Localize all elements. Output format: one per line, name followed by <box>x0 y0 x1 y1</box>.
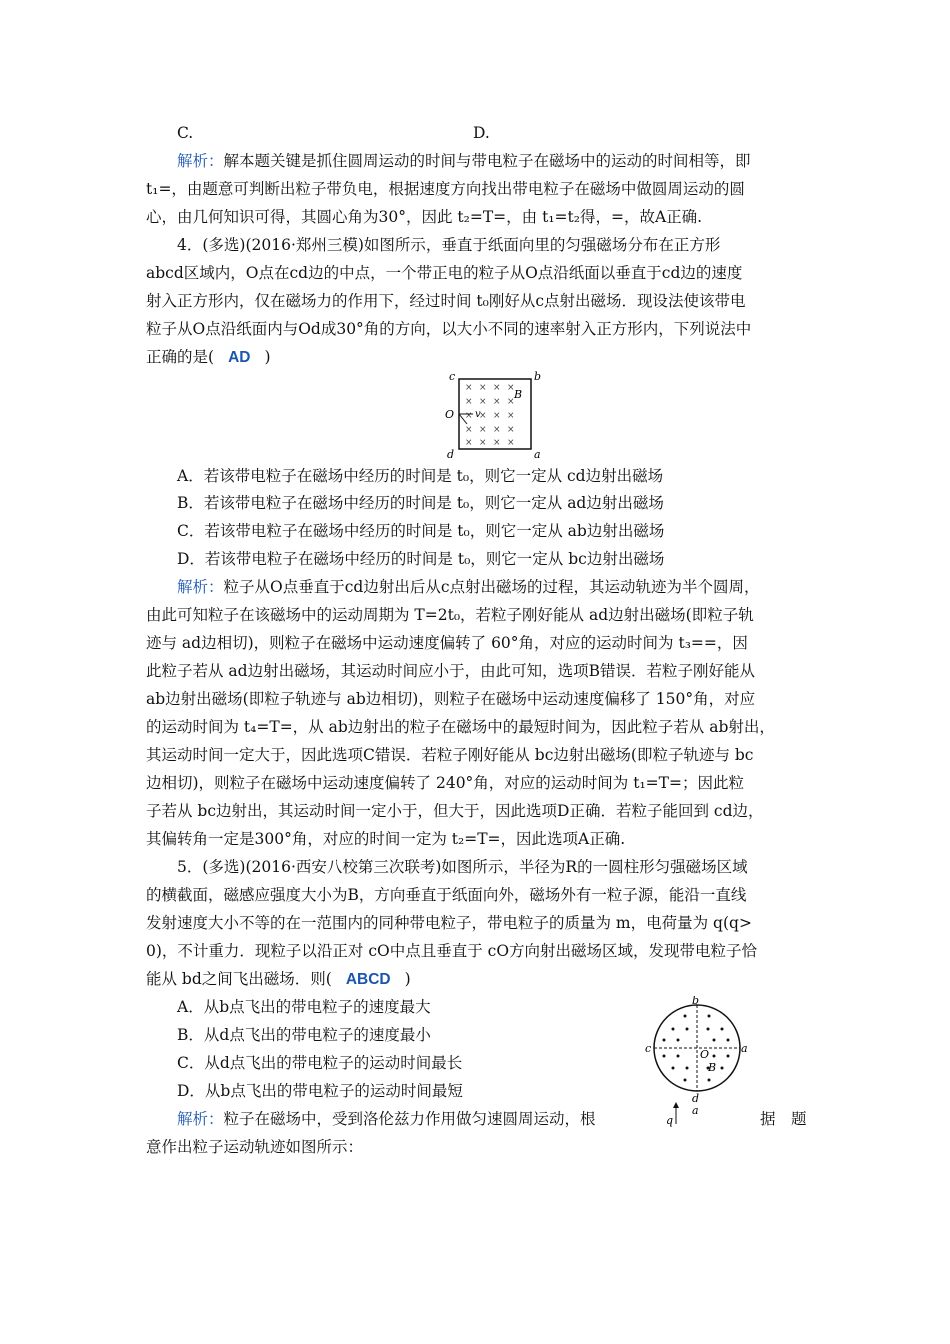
solution-label: 解析： <box>177 152 224 170</box>
q4-option-a: A．若该带电粒子在磁场中经历的时间是 t₀，则它一定从 cd边射出磁场 <box>177 467 664 485</box>
q5-answer: ABCD <box>345 971 391 988</box>
solution-2-line-9: 子若从 bc边射出，其运动时间一定小于，但大于，因此选项D正确．若粒子能回到 cd边， <box>146 802 764 820</box>
svg-text:×: × <box>465 411 473 421</box>
solution-2-line-5: ab边射出磁场(即粒子轨迹与 ab边相切)，则粒子在磁场中运动速度偏移了 150°角，对应 <box>146 690 756 708</box>
q5-line-4: 0)，不计重力．现粒子以沿正对 cO中点且垂直于 cO方向射出磁场区域，发现带电粒子恰 <box>146 942 758 960</box>
svg-text:×: × <box>479 411 487 421</box>
q4-option-b: B．若该带电粒子在磁场中经历的时间是 t₀，则它一定从 ad边射出磁场 <box>177 494 664 512</box>
solution-3-line-2: 意作出粒子运动轨迹如图所示： <box>146 1138 364 1156</box>
solution-2-line-6: 的运动时间为 t₄=T=，从 ab边射出的粒子在磁场中的最短时间为，因此粒子若从 ab射出， <box>146 718 775 736</box>
label-b: b <box>534 370 542 383</box>
solution-2-line-1 <box>177 577 760 597</box>
svg-text:×: × <box>493 411 501 421</box>
label-a: a <box>741 1042 748 1055</box>
q4-option-d: D．若该带电粒子在磁场中经历的时间是 t₀，则它一定从 bc边射出磁场 <box>177 550 665 568</box>
svg-text:×: × <box>465 438 473 448</box>
square-field-figure <box>440 370 550 462</box>
solution-2-line-3: 迹与 ad边相切)，则粒子在磁场中运动速度偏转了 60°角，对应的运动时间为 t₃==，因 <box>146 634 748 652</box>
label-c: c <box>449 370 456 383</box>
q4-stem-end: 正确的是( <box>146 348 215 366</box>
svg-text:×: × <box>479 397 487 407</box>
q4-paren: ) <box>264 348 271 366</box>
svg-text:×: × <box>507 411 515 421</box>
svg-text:×: × <box>479 383 487 393</box>
solution-2-line-7: 其运动时间一定大于，因此选项C错误．若粒子刚好能从 bc边射出磁场(即粒子轨迹与 bc <box>146 746 754 764</box>
solution-2-line-4: 此粒子若从 ad边射出磁场，其运动时间应小于，由此可知，选项B错误．若粒子刚好能从 <box>146 662 755 680</box>
label-d: d <box>447 448 455 461</box>
circle-field-figure <box>640 996 760 1128</box>
svg-text:×: × <box>465 397 473 407</box>
solution-2-line-8: 边相切)，则粒子在磁场中运动速度偏转了 240°角，对应的运动时间为 t₁=T=；因此粒 <box>146 774 744 792</box>
q4-line-5 <box>146 347 271 368</box>
solution-3-line-1-tail: 据 题 <box>760 1110 807 1128</box>
solution-2-line-10: 其偏转角一定是300°角，对应的时间一定为 t₂=T=，因此选项A正确. <box>146 830 626 848</box>
svg-text:×: × <box>465 383 473 393</box>
label-v: v <box>475 409 481 420</box>
solution-text: 粒子从O点垂直于cd边射出后从c点射出磁场的过程，其运动轨迹为半个圆周， <box>223 578 760 596</box>
label-B: B <box>708 1061 717 1074</box>
svg-text:×: × <box>465 425 473 435</box>
label-a: a <box>534 448 541 461</box>
solution-label: 解析： <box>177 578 224 596</box>
q4-line-2: abcd区域内，O点在cd边的中点，一个带正电的粒子从O点沿纸面以垂直于cd边的速度 <box>146 264 743 282</box>
q5-line-2: 的横截面，磁感应强度大小为B，方向垂直于纸面向外，磁场外有一粒子源，能沿一直线 <box>146 886 747 904</box>
option-c: C. <box>177 124 194 142</box>
label-O: O <box>445 408 455 421</box>
svg-text:×: × <box>493 383 501 393</box>
q5-stem-end: 能从 bd之间飞出磁场．则( <box>146 970 332 988</box>
q5-paren: ) <box>404 970 411 988</box>
svg-text:×: × <box>507 383 515 393</box>
q5-option-d: D．从b点飞出的带电粒子的运动时间最短 <box>177 1082 463 1100</box>
label-b: b <box>692 996 700 1007</box>
svg-text:×: × <box>507 425 515 435</box>
svg-text:×: × <box>507 438 515 448</box>
label-a-bottom: a <box>692 1104 699 1117</box>
label-d: d <box>692 1092 700 1105</box>
label-O: O <box>700 1048 710 1061</box>
solution-label: 解析： <box>177 1110 224 1128</box>
q5-option-b: B．从d点飞出的带电粒子的速度最小 <box>177 1026 431 1044</box>
q5-line-3: 发射速度大小不等的在一范围内的同种带电粒子，带电粒子的质量为 m，电荷量为 q(q> <box>146 914 752 932</box>
q4-line-1: 4．(多选)(2016·郑州三模)如图所示，垂直于纸面向里的匀强磁场分布在正方形 <box>177 236 721 254</box>
q5-option-a: A．从b点飞出的带电粒子的速度最大 <box>177 998 431 1016</box>
label-c: c <box>645 1042 652 1055</box>
solution-1-line-3: 心，由几何知识可得，其圆心角为30°，因此 t₂=T=，由 t₁=t₂得，=，故A正确. <box>146 208 703 226</box>
q4-line-3: 射入正方形内，仅在磁场力的作用下，经过时间 t₀刚好从c点射出磁场．现设法使该带电 <box>146 292 746 310</box>
q5-line-5 <box>146 969 411 990</box>
solution-text: 粒子在磁场中，受到洛伦兹力作用做匀速圆周运动，根 <box>223 1110 596 1128</box>
label-B: B <box>514 388 523 401</box>
q5-line-1: 5．(多选)(2016·西安八校第三次联考)如图所示，半径为R的一圆柱形匀强磁场区域 <box>177 858 748 876</box>
svg-text:×: × <box>493 425 501 435</box>
svg-text:×: × <box>479 425 487 435</box>
q5-option-c: C．从d点飞出的带电粒子的运动时间最长 <box>177 1054 463 1072</box>
solution-1-line-2: t₁=，由题意可判断出粒子带负电，根据速度方向找出带电粒子在磁场中做圆周运动的圆 <box>146 180 745 198</box>
solution-1-line-1 <box>177 151 751 171</box>
q4-answer: AD <box>228 349 251 366</box>
field-crosses <box>465 383 515 448</box>
label-q: q <box>666 1114 674 1127</box>
q4-line-4: 粒子从O点沿纸面内与Od成30°角的方向，以大小不同的速率射入正方形内，下列说法中 <box>146 320 752 338</box>
svg-text:×: × <box>507 397 515 407</box>
q4-option-c: C．若该带电粒子在磁场中经历的时间是 t₀，则它一定从 ab边射出磁场 <box>177 522 665 540</box>
svg-text:×: × <box>479 438 487 448</box>
svg-text:×: × <box>493 438 501 448</box>
solution-3-line-1 <box>177 1109 596 1129</box>
solution-2-line-2: 由此可知粒子在该磁场中的运动周期为 T=2t₀，若粒子刚好能从 ad边射出磁场(即粒子轨 <box>146 606 754 624</box>
option-d: D. <box>473 124 490 142</box>
solution-text: 解本题关键是抓住圆周运动的时间与带电粒子在磁场中的运动的时间相等，即 <box>223 152 751 170</box>
svg-text:×: × <box>493 397 501 407</box>
